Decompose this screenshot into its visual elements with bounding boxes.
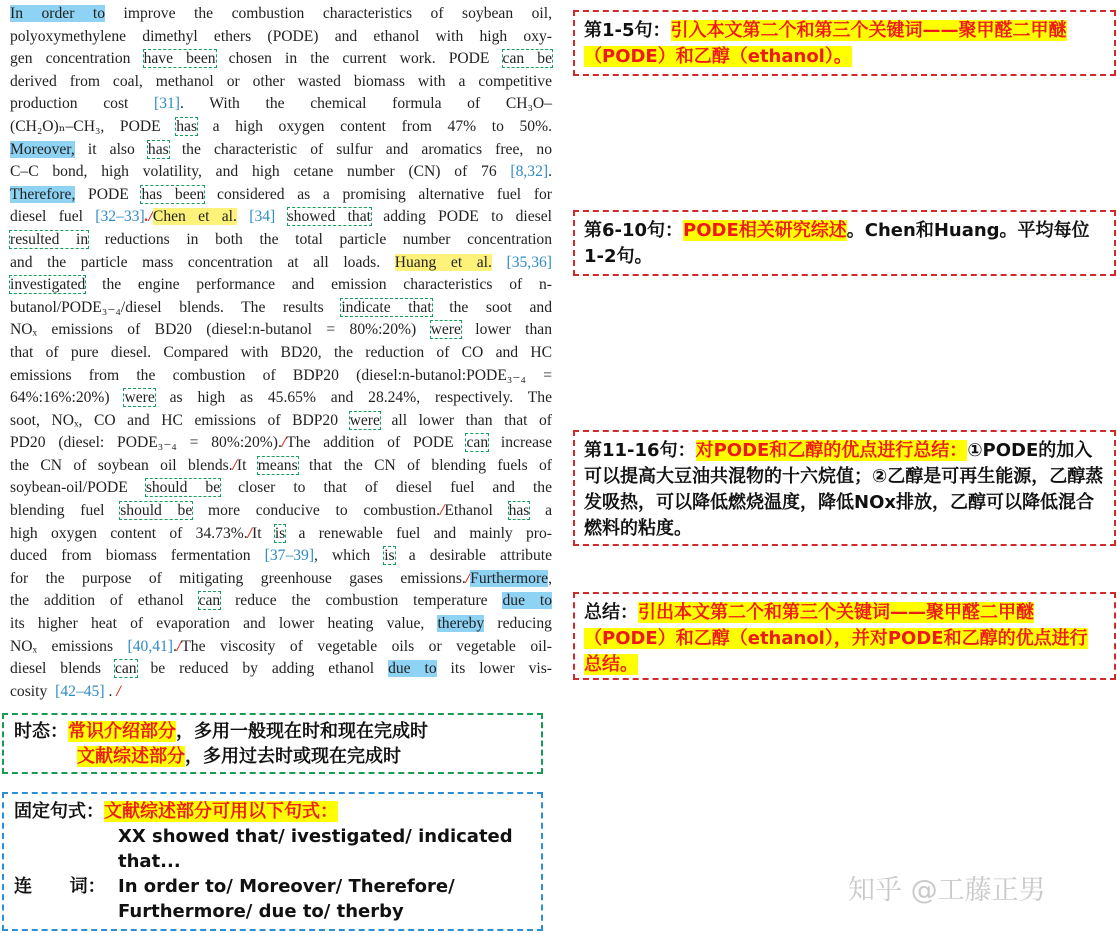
- text-run: the soot and: [431, 298, 553, 316]
- text-run: its higher heat of evaporation and lower heating value,: [10, 615, 438, 633]
- boxed-verb: has been: [141, 185, 205, 203]
- text-run: gen concentration: [10, 50, 144, 68]
- text-run: The addition of PODE: [286, 434, 467, 452]
- sentence-divider: /: [440, 502, 445, 520]
- text-run: lower than: [460, 321, 552, 339]
- paper-line: [10, 319, 552, 342]
- sentence-divider: /: [247, 524, 252, 542]
- text-run: . With the chemical formula of CH₃O–: [180, 95, 552, 113]
- paper-line: [10, 139, 552, 162]
- boxed-verb: were: [124, 389, 155, 407]
- text-run: ,: [548, 569, 552, 587]
- tense-common-text: ，多用一般现在时和现在完成时: [176, 721, 428, 742]
- citation: [40,41]: [127, 637, 174, 655]
- text-run: diesel blends: [10, 660, 115, 678]
- text-run: that of pure diesel. Compared with BD20, the reduction of CO and HC: [10, 343, 552, 361]
- text-run: .: [548, 163, 552, 181]
- fixed-phrases-box: [2, 792, 543, 931]
- boxed-verb: investigated: [10, 276, 86, 294]
- text-run: reduce the combustion temperature: [220, 592, 503, 610]
- text-run: butanol/PODE₃₋₄/diesel blends. The results: [10, 298, 342, 316]
- sentence-divider: /: [465, 569, 471, 587]
- sentence-divider: /: [281, 434, 287, 452]
- conj-line-1: In order to/ Moreover/ Therefore/: [118, 876, 455, 897]
- boxed-verb: can: [198, 592, 221, 610]
- conj-label: 连 词：: [14, 876, 106, 897]
- paper-line: [10, 206, 552, 229]
- paper-line: [10, 681, 552, 704]
- paper-line: [10, 184, 552, 207]
- boxed-verb: has: [176, 117, 198, 135]
- text-run: NOₓ emissions of BD20 (diesel:n-butanol = 80%:20%): [10, 321, 431, 339]
- note-label: 第11-16句：: [584, 440, 696, 461]
- text-run: chosen in the current work. PODE: [215, 50, 503, 68]
- boxed-verb: can: [114, 660, 137, 678]
- text-run: [275, 208, 287, 225]
- highlighted-connector: due to: [388, 660, 437, 678]
- tense-box: [2, 713, 543, 774]
- text-run: soybean-oil/PODE: [10, 479, 146, 497]
- paper-line: [10, 432, 552, 455]
- highlighted-connector: Moreover,: [10, 140, 75, 158]
- sentence-divider: /: [176, 637, 182, 655]
- citation: [35,36]: [506, 253, 552, 271]
- text-run: the engine performance and emission characteristics of n-: [85, 276, 552, 294]
- sentence-divider: /: [232, 456, 237, 474]
- paper-line: [10, 613, 552, 636]
- text-run: [237, 208, 249, 225]
- fixed-line-1: XX showed that/ ivestigated/ indicated: [118, 826, 513, 847]
- text-run: (CH₂O)ₙ–CH₃, PODE: [10, 117, 177, 135]
- paper-line: [10, 297, 552, 320]
- text-run: the addition of ethanol: [10, 592, 199, 610]
- text-run: for the purpose of mitigating greenhouse gases emissions.: [10, 569, 466, 587]
- text-run: a high oxygen content from 47% to 50%.: [197, 117, 552, 135]
- text-run: reducing: [484, 615, 552, 633]
- note-text: 。Chen和Huang。平均每位1-2句。: [584, 220, 1090, 267]
- highlighted-author: Huang et al.: [394, 253, 492, 271]
- note-sentences-11-16: [573, 430, 1116, 546]
- paper-line: [10, 48, 552, 71]
- tense-common-highlight: 常识介绍部分: [68, 721, 176, 742]
- text-run: It: [236, 456, 258, 474]
- paper-line: [10, 590, 552, 613]
- paper-line: [10, 500, 552, 523]
- paper-line: [10, 455, 552, 478]
- boxed-verb: is: [274, 524, 286, 542]
- paper-line: [10, 658, 552, 681]
- text-run: considered as a promising alternative fuel for: [204, 185, 552, 203]
- text-run: as high as 45.65% and 28.24%, respectively. The: [154, 389, 552, 407]
- paper-line: [10, 229, 552, 252]
- text-run: more conducive to combustion.: [192, 502, 440, 520]
- text-run: all lower than that of: [379, 411, 552, 429]
- paper-line: [10, 387, 552, 410]
- text-run: 64%:16%:20%): [10, 389, 125, 407]
- text-run: diesel fuel: [10, 208, 96, 226]
- boxed-verb: showed that: [287, 208, 371, 226]
- text-run: cosity: [10, 682, 52, 700]
- paper-line: [10, 274, 552, 297]
- text-run: .: [108, 682, 113, 700]
- boxed-verb: has: [508, 502, 530, 520]
- text-run: it also: [74, 140, 148, 158]
- paper-line: [10, 636, 552, 659]
- paper-line: [10, 410, 552, 433]
- boxed-verb: have been: [143, 50, 216, 68]
- note-sentences-1-5: [573, 10, 1116, 76]
- boxed-verb: can be: [502, 50, 553, 68]
- tense-review-text: ，多用过去时或现在完成时: [185, 746, 401, 767]
- note-text: 引出本文第二个和第三个关键词——聚甲醛二甲醚（PODE）和乙醇（ethanol），并对PODE和乙醇的优点进行总结。: [584, 602, 1088, 675]
- text-run: duced from biomass fermentation: [10, 547, 265, 565]
- note-text-highlight: 对PODE和乙醇的优点进行总结：: [695, 440, 968, 461]
- text-run: emissions from the combustion of BDP20 (diesel:n-butanol:PODE₃₋₄ =: [10, 366, 552, 384]
- highlighted-connector: In order to: [10, 5, 106, 22]
- highlighted-author: Chen et al.: [152, 208, 237, 226]
- text-run: PD20 (diesel: PODE₃₋₄ = 80%:20%).: [10, 434, 282, 452]
- text-run: .: [173, 637, 177, 655]
- paper-line: [10, 342, 552, 365]
- note-label: 第1-5句：: [584, 20, 671, 41]
- text-run: a desirable attribute: [394, 547, 553, 565]
- boxed-verb: should be: [120, 502, 193, 520]
- boxed-verb: should be: [145, 479, 221, 497]
- text-run: adding PODE to diesel: [370, 208, 552, 226]
- paper-line: [10, 568, 552, 591]
- highlighted-connector: due to: [502, 592, 552, 610]
- text-run: soot, NOₓ, CO and HC emissions of BDP20: [10, 411, 350, 429]
- text-run: closer to that of diesel fuel and the: [220, 479, 552, 497]
- paper-line: [10, 71, 552, 94]
- boxed-verb: indicate that: [341, 298, 432, 316]
- text-run: blending fuel: [10, 502, 121, 520]
- text-run: a renewable fuel and mainly pro-: [285, 524, 552, 542]
- sentence-divider: /: [116, 682, 121, 700]
- note-sentences-6-10: [573, 210, 1116, 276]
- text-run: and the particle mass concentration at all loads.: [10, 253, 395, 271]
- citation: [31]: [154, 95, 180, 113]
- note-summary: [573, 592, 1116, 680]
- citation: [34]: [249, 208, 276, 226]
- text-run: the characteristic of sulfur and aromatics free, no: [168, 140, 552, 158]
- paper-line: [10, 116, 552, 139]
- text-run: NOₓ emissions: [10, 637, 128, 655]
- boxed-verb: is: [384, 547, 395, 565]
- text-run: be reduced by adding ethanol: [136, 660, 389, 678]
- paper-line: [10, 365, 552, 388]
- boxed-verb: has: [147, 140, 169, 158]
- fixed-head: 文献综述部分可用以下句式：: [104, 801, 338, 822]
- note-text: ①PODE的加入可以提高大豆油共混物的十六烷值；②乙醇是可再生能源，乙醇蒸发吸热，可以降低燃烧温度，降低NOx排放，乙醇可以降低混合燃料的粘度。: [584, 440, 1104, 539]
- citation: [8,32]: [510, 163, 549, 181]
- text-run: that the CN of blending fuels of: [297, 456, 552, 474]
- highlighted-connector: Therefore,: [10, 185, 76, 203]
- text-run: the CN of soybean oil blends.: [10, 456, 233, 474]
- text-run: [492, 254, 507, 271]
- text-run: a: [529, 502, 552, 520]
- sentence-divider: /: [148, 208, 153, 226]
- paper-line: [10, 93, 552, 116]
- paper-line: [10, 523, 552, 546]
- paper-excerpt: [10, 3, 552, 703]
- text-run: polyoxymethylene dimethyl ethers (PODE) and ethanol with high oxy-: [10, 27, 552, 45]
- text-run: improve the combustion characteristics of soybean oil,: [105, 5, 552, 22]
- watermark: 知乎 @工藤正男: [848, 875, 1046, 906]
- note-label: 总结：: [584, 602, 638, 623]
- citation: [42–45]: [55, 682, 105, 700]
- fixed-label: 固定句式：: [14, 801, 104, 822]
- paper-line: [10, 252, 552, 275]
- boxed-verb: means: [257, 456, 298, 474]
- fixed-line-2: that...: [118, 851, 181, 872]
- boxed-verb: were: [430, 321, 461, 339]
- text-run: production cost: [10, 95, 155, 113]
- note-label: 第6-10句：: [584, 220, 684, 241]
- highlighted-connector: Furthermore: [470, 569, 549, 587]
- boxed-verb: resulted in: [10, 230, 89, 248]
- sentence-divider: .: [144, 208, 149, 226]
- tense-label: 时态：: [14, 721, 68, 742]
- boxed-verb: can: [466, 434, 489, 452]
- paper-line: [10, 3, 552, 26]
- boxed-verb: were: [349, 411, 380, 429]
- text-run: high oxygen content of 34.73%.: [10, 524, 248, 542]
- paper-line: [10, 545, 552, 568]
- text-run: The viscosity of vegetable oils or vegetable oil-: [181, 637, 552, 655]
- tense-review-highlight: 文献综述部分: [77, 746, 185, 767]
- text-run: Ethanol: [444, 502, 509, 520]
- text-run: , which: [314, 547, 385, 565]
- citation: [32–33]: [95, 208, 145, 226]
- paper-line: [10, 26, 552, 49]
- text-run: It: [252, 524, 275, 542]
- note-text-highlight: PODE相关研究综述: [683, 220, 847, 241]
- text-run: increase: [488, 434, 553, 452]
- highlighted-connector: thereby: [437, 615, 485, 633]
- text-run: derived from coal, methanol or other wasted biomass with a competitive: [10, 72, 552, 90]
- citation: [37–39]: [264, 547, 315, 565]
- paper-line: [10, 161, 552, 184]
- text-run: its lower vis-: [436, 660, 552, 678]
- text-run: C–C bond, high volatility, and high cetane number (CN) of 76: [10, 163, 511, 181]
- text-run: reductions in both the total particle number concentration: [88, 230, 552, 248]
- note-text: 引入本文第二个和第三个关键词——聚甲醛二甲醚（PODE）和乙醇（ethanol）。: [584, 20, 1067, 67]
- conj-line-2: Furthermore/ due to/ therby: [118, 901, 404, 922]
- text-run: PODE: [75, 185, 142, 203]
- paper-line: [10, 477, 552, 500]
